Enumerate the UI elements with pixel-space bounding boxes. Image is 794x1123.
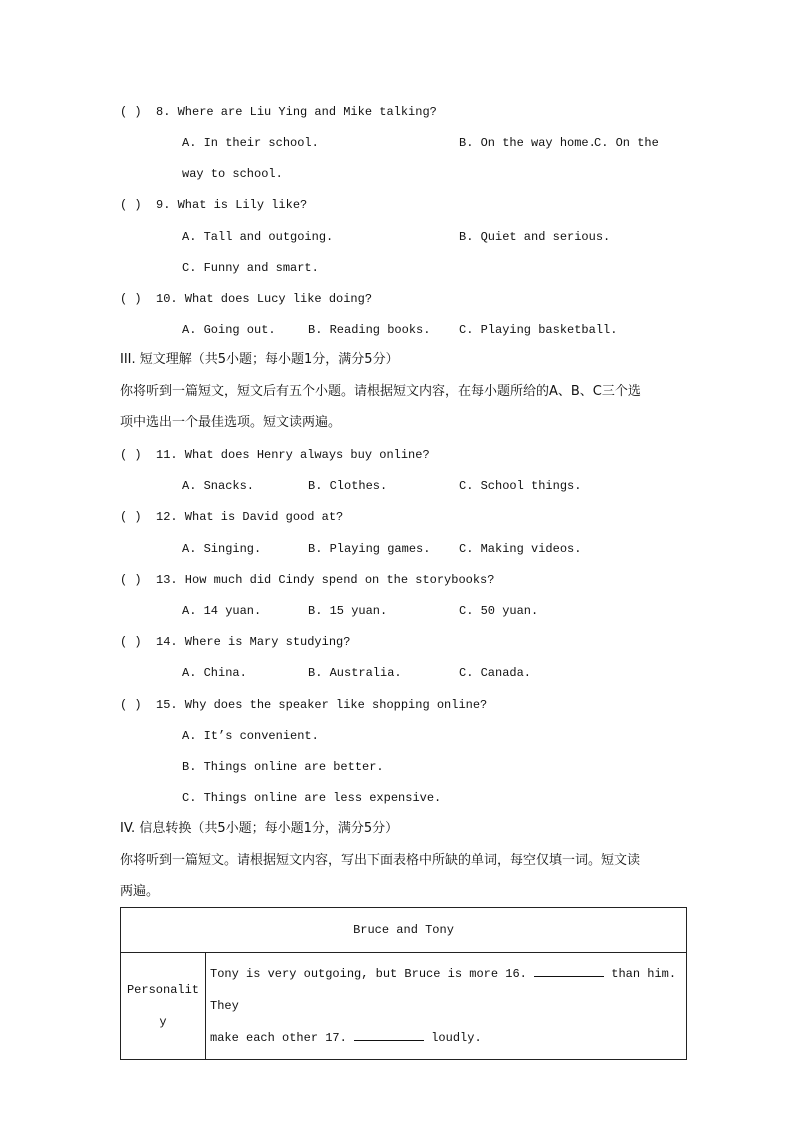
option-a: A. China. <box>182 666 247 680</box>
option-b: B. Reading books. <box>308 323 431 337</box>
answer-blank[interactable]: ( ) <box>120 635 142 649</box>
table-title: Bruce and Tony <box>121 908 687 953</box>
answer-blank[interactable]: ( ) <box>120 573 142 587</box>
row-label-personality: Personalit y <box>121 953 206 1060</box>
table-header-row <box>121 908 687 953</box>
option-b: B. Clothes. <box>308 479 388 493</box>
option-b: B. Playing games. <box>308 542 431 556</box>
answer-blank[interactable]: ( ) <box>120 198 142 212</box>
option-b: B. On the way home. <box>459 136 596 150</box>
section-4-instructions: 你将听到一篇短文。请根据短文内容，写出下面表格中所缺的单词，每空仅填一词。短文读 <box>120 853 641 868</box>
answer-blank[interactable]: ( ) <box>120 105 142 119</box>
table-row <box>121 953 687 1060</box>
option-b: B. 15 yuan. <box>308 604 388 618</box>
question-13-stem: ( ) 13. How much did Cindy spend on the storybooks? <box>120 573 495 587</box>
option-c-continued: way to school. <box>182 167 283 181</box>
section-4-instructions-continued: 两遍。 <box>120 884 160 899</box>
answer-blank[interactable]: ( ) <box>120 448 142 462</box>
option-b: B. Things online are better. <box>182 760 384 774</box>
info-table <box>120 907 687 1060</box>
option-b: B. Quiet and serious. <box>459 230 611 244</box>
option-c: C. Making videos. <box>459 542 582 556</box>
option-b: B. Australia. <box>308 666 402 680</box>
option-a: A. Tall and outgoing. <box>182 230 334 244</box>
option-a: A. Going out. <box>182 323 276 337</box>
section-3-heading: III. 短文理解（共5小题；每小题1分，满分5分） <box>120 352 399 367</box>
answer-blank[interactable]: ( ) <box>120 698 142 712</box>
question-15-stem: ( ) 15. Why does the speaker like shopping online? <box>120 698 488 712</box>
option-c: C. On the <box>594 136 659 150</box>
answer-blank[interactable]: ( ) <box>120 292 142 306</box>
question-8-stem: ( ) 8. Where are Liu Ying and Mike talking? <box>120 105 437 119</box>
answer-blank-16[interactable] <box>534 964 604 977</box>
section-4-heading: IV. 信息转换（共5小题；每小题1分，满分5分） <box>120 821 399 836</box>
option-c: C. 50 yuan. <box>459 604 539 618</box>
question-12-stem: ( ) 12. What is David good at? <box>120 510 344 524</box>
question-11-stem: ( ) 11. What does Henry always buy online? <box>120 448 430 462</box>
question-14-stem: ( ) 14. Where is Mary studying? <box>120 635 351 649</box>
option-c: C. Things online are less expensive. <box>182 791 442 805</box>
row-content-personality: Tony is very outgoing, but Bruce is more 16. than him. They make each other 17. loudly. <box>206 953 687 1060</box>
option-c: C. School things. <box>459 479 582 493</box>
option-c: C. Playing basketball. <box>459 323 618 337</box>
option-a: A. Singing. <box>182 542 262 556</box>
answer-blank[interactable]: ( ) <box>120 510 142 524</box>
option-a: A. 14 yuan. <box>182 604 262 618</box>
section-3-instructions-continued: 项中选出一个最佳选项。短文读两遍。 <box>120 415 342 430</box>
question-9-stem: ( ) 9. What is Lily like? <box>120 198 308 212</box>
option-c: C. Canada. <box>459 666 532 680</box>
section-3-instructions: 你将听到一篇短文，短文后有五个小题。请根据短文内容，在每小题所给的A、B、C三个选 <box>120 384 641 399</box>
option-a: A. It’s convenient. <box>182 729 319 743</box>
option-a: A. Snacks. <box>182 479 255 493</box>
answer-blank-17[interactable] <box>354 1028 424 1041</box>
option-a: A. In their school. <box>182 136 319 150</box>
option-c: C. Funny and smart. <box>182 261 319 275</box>
question-10-stem: ( ) 10. What does Lucy like doing? <box>120 292 373 306</box>
